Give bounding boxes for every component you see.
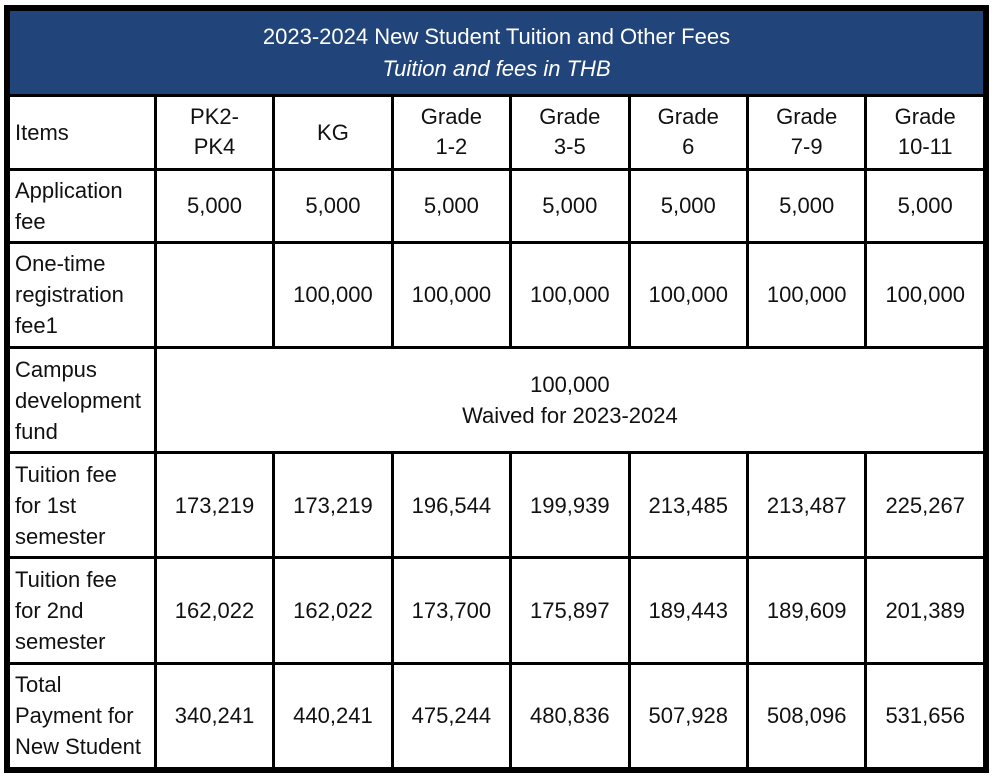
row-label-line: fund — [15, 418, 58, 444]
cell-value: 196,544 — [392, 453, 510, 558]
table-subtitle: Tuition and fees in THB — [382, 55, 611, 81]
fees-sheet — [4, 5, 989, 773]
table-row — [9, 347, 985, 452]
total-value: 475,244 — [392, 663, 510, 768]
row-label-line: for 1st — [15, 492, 77, 518]
cell-value: 201,389 — [866, 558, 985, 663]
campus-fund-merged-cell — [155, 347, 984, 452]
table-banner — [9, 10, 985, 96]
header-grade-10-11-line1: Grade — [894, 104, 956, 130]
header-grade-3-5-line2: 3-5 — [553, 134, 586, 160]
cell-value: 175,897 — [511, 558, 629, 663]
header-kg — [274, 96, 392, 170]
row-label-line: semester — [15, 629, 106, 655]
row-label-line: One-time — [15, 251, 106, 277]
items-header: Items — [9, 96, 156, 170]
total-value: 340,241 — [155, 663, 273, 768]
header-grade-10-11-line2: 10-11 — [897, 134, 953, 160]
row-label-line: fee1 — [15, 313, 58, 339]
header-pk2-pk4-line2: PK4 — [193, 134, 236, 160]
header-grade-7-9-line2: 7-9 — [790, 134, 823, 160]
cell-value: 100,000 — [866, 242, 985, 347]
cell-value: 213,487 — [747, 453, 865, 558]
cell-value: 100,000 — [392, 242, 510, 347]
cell-value: 5,000 — [629, 169, 747, 242]
row-label-line: for 2nd — [15, 598, 84, 624]
row-label-total-payment — [9, 663, 156, 768]
cell-value: 100,000 — [511, 242, 629, 347]
header-grade-6-line1: Grade — [657, 104, 719, 130]
cell-value: 100,000 — [747, 242, 865, 347]
table-row — [9, 663, 985, 768]
header-grade-1-2-line1: Grade — [420, 104, 482, 130]
header-grade-7-9 — [747, 96, 865, 170]
cell-value: 162,022 — [155, 558, 273, 663]
row-label-application-fee — [9, 169, 156, 242]
header-pk2-pk4 — [155, 96, 273, 170]
row-label-tuition-2nd-semester — [9, 558, 156, 663]
header-grade-10-11 — [866, 96, 985, 170]
cell-value: 199,939 — [511, 453, 629, 558]
table-row — [9, 169, 985, 242]
campus-fund-amount: 100,000 — [530, 372, 610, 398]
cell-value: 225,267 — [866, 453, 985, 558]
header-grade-1-2-line2: 1-2 — [435, 134, 468, 160]
table-title: 2023-2024 New Student Tuition and Other Fees — [262, 23, 731, 49]
row-label-line: registration — [15, 282, 124, 308]
row-label-line: Application — [15, 177, 123, 203]
total-value: 440,241 — [274, 663, 392, 768]
row-label-tuition-1st-semester — [9, 453, 156, 558]
cell-value: 189,443 — [629, 558, 747, 663]
header-grade-3-5-line1: Grade — [539, 104, 601, 130]
cell-value: 213,485 — [629, 453, 747, 558]
total-value: 531,656 — [866, 663, 985, 768]
cell-value: 5,000 — [747, 169, 865, 242]
cell-value: 189,609 — [747, 558, 865, 663]
row-label-line: Tuition fee — [15, 567, 117, 593]
cell-value: 100,000 — [274, 242, 392, 347]
fees-table — [7, 8, 986, 770]
header-grade-6 — [629, 96, 747, 170]
cell-value: 173,219 — [274, 453, 392, 558]
row-label-line: Tuition fee — [15, 461, 117, 487]
row-label-line: New Student — [15, 734, 141, 760]
header-kg-line1: KG — [317, 119, 349, 145]
header-row — [9, 96, 985, 170]
cell-value: 162,022 — [274, 558, 392, 663]
cell-value: 5,000 — [274, 169, 392, 242]
row-label-line: semester — [15, 523, 106, 549]
table-row — [9, 242, 985, 347]
cell-value: 173,700 — [392, 558, 510, 663]
row-label-line: Campus — [15, 356, 97, 382]
cell-value: 5,000 — [511, 169, 629, 242]
header-grade-1-2 — [392, 96, 510, 170]
header-grade-6-line2: 6 — [682, 134, 695, 160]
total-value: 480,836 — [511, 663, 629, 768]
cell-value: 173,219 — [155, 453, 273, 558]
header-grade-3-5 — [511, 96, 629, 170]
cell-value: 5,000 — [866, 169, 985, 242]
row-label-line: Total — [15, 672, 62, 698]
total-value: 508,096 — [747, 663, 865, 768]
header-grade-7-9-line1: Grade — [776, 104, 838, 130]
row-label-registration-fee — [9, 242, 156, 347]
cell-value: 100,000 — [629, 242, 747, 347]
row-label-line: development — [15, 387, 141, 413]
cell-value: 5,000 — [155, 169, 273, 242]
total-value: 507,928 — [629, 663, 747, 768]
table-row — [9, 453, 985, 558]
row-label-line: Payment for — [15, 703, 134, 729]
row-label-line: fee — [15, 208, 46, 234]
campus-fund-waiver-note: Waived for 2023-2024 — [462, 403, 678, 429]
header-pk2-pk4-line1: PK2- — [190, 104, 239, 130]
cell-value: 5,000 — [392, 169, 510, 242]
cell-value — [155, 242, 273, 347]
table-row — [9, 558, 985, 663]
row-label-campus-development-fund — [9, 347, 156, 452]
